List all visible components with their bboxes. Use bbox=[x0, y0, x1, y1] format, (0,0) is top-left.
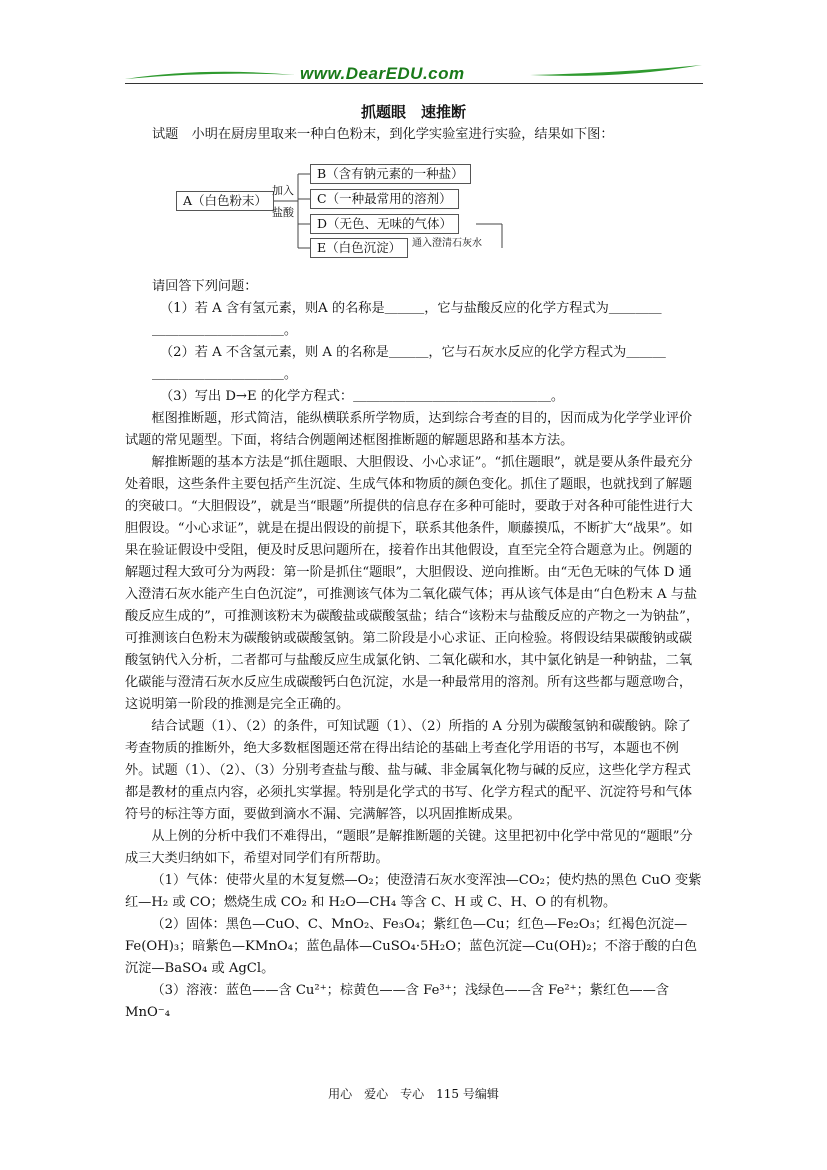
questions-lead: 请回答下列问题： bbox=[152, 279, 258, 294]
header-swoosh-left bbox=[125, 66, 295, 76]
limewater-label: 通入澄清石灰水 bbox=[412, 238, 482, 249]
list-item-gas: （1）气体：使带火星的木复复燃—O₂；使澄清石灰水变浑浊—CO₂；使灼热的黑色 CuO 变紫红—H₂ 或 CO；燃烧生成 CO₂ 和 H₂O—CH₄ 等含 C、H 或 C、H、O 的有机物。 bbox=[125, 873, 702, 910]
question-3: （3）写出 D→E 的化学方程式：＿＿＿＿＿＿＿＿＿＿＿＿＿＿＿。 bbox=[160, 389, 565, 404]
questions bbox=[152, 276, 712, 408]
article-body bbox=[125, 408, 703, 1024]
question-2-blank: ＿＿＿＿＿＿＿＿＿＿。 bbox=[152, 367, 298, 382]
paragraph: 结合试题（1）、（2）的条件，可知试题（1）、（2）所指的 A 分别为碳酸氢钠和碳酸钠。除了考查物质的推断外，绝大多数框图题还常在得出结论的基础上考查化学用语的书写，本题也不例外。试题（1）、（2）、（3）分别考查盐与酸、盐与碱、非金属氧化物与碱的反应，这些化学方程式都是教材的重点内容，必须扎实掌握。特别是化学式的书写、化学方程式的配平、沉淀符号和气体符号的标注等方面，要做到滴水不漏、完满解答，以巩固推断成果。 bbox=[125, 719, 693, 822]
list-item-solution: （3）溶液：蓝色——含 Cu²⁺；棕黄色——含 Fe³⁺；浅绿色——含 Fe²⁺；紫红色——含 MnO⁻₄ bbox=[125, 983, 669, 1020]
header-rule bbox=[125, 83, 703, 84]
list-item-solid: （2）固体：黑色—CuO、C、MnO₂、Fe₃O₄；紫红色—Cu；红色—Fe₂O₃；红褐色沉淀—Fe(OH)₃；暗紫色—KMnO₄；蓝色晶体—CuSO₄·5H₂O；蓝色沉淀—Cu(OH)₂；不溶于酸的白色沉淀—BaSO₄ 或 AgCl。 bbox=[125, 917, 698, 976]
node-a: A（白色粉末） bbox=[176, 191, 274, 211]
site-logo[interactable]: www.DearEDU.com bbox=[300, 64, 465, 83]
question-1-blank: ＿＿＿＿＿＿＿＿＿＿。 bbox=[152, 323, 298, 338]
node-c: C（一种最常用的溶剂） bbox=[310, 189, 459, 209]
reagent-label-bottom: 盐酸 bbox=[272, 206, 294, 219]
page-footer: 用心 爱心 专心 115 号编辑 bbox=[328, 1087, 499, 1101]
page-title: 抓题眼 速推断 bbox=[360, 103, 466, 121]
header-swoosh-right bbox=[530, 62, 702, 76]
node-e: E（白色沉淀） bbox=[310, 238, 408, 258]
node-b: B（含有钠元素的一种盐） bbox=[310, 164, 471, 184]
question-2: （2）若 A 不含氢元素，则 A 的名称是＿＿＿，它与石灰水反应的化学方程式为＿＿＿ bbox=[160, 345, 666, 360]
flow-diagram bbox=[176, 162, 526, 262]
paragraph: 框图推断题，形式简洁，能纵横联系所学物质，达到综合考查的目的，因而成为化学学业评价试题的常见题型。下面，将结合例题阐述框图推断题的解题思路和基本方法。 bbox=[125, 411, 693, 448]
paragraph: 从上例的分析中我们不难得出，“题眼”是解推断题的关键。这里把初中化学中常见的“题眼”分成三大类归纳如下，希望对同学们有所帮助。 bbox=[125, 829, 693, 866]
question-1: （1）若 A 含有氢元素，则A 的名称是＿＿＿，它与盐酸反应的化学方程式为＿＿＿＿ bbox=[160, 301, 662, 316]
intro-text: 试题 小明在厨房里取来一种白色粉末，到化学实验室进行实验，结果如下图： bbox=[152, 127, 614, 142]
reagent-label-top: 加入 bbox=[272, 184, 294, 197]
paragraph: 解推断题的基本方法是“抓住题眼、大胆假设、小心求证”。“抓住题眼”，就是要从条件最充分处着眼，这些条件主要包括产生沉淀、生成气体和物质的颜色变化。抓住了题眼，也就找到了解题的突破口。“大胆假设”，就是当“眼题”所提供的信息存在多种可能时，要敢于对各种可能性进行大胆假设。“小心求证”，就是在提出假设的前提下，联系其他条件，顺藤摸瓜，不断扩大“战果”。如果在验证假设中受阻，便及时反思问题所在，接着作出其他假设，直至完全符合题意为止。例题的解题过程大致可分为两段：第一阶是抓住“题眼”，大胆假设、逆向推断。由“无色无味的气体 D 通入澄清石灰水能产生白色沉淀”，可推测该气体为二氧化碳气体；再从该气体是由“白色粉末 A 与盐酸反应生成的”，可推测该粉末为碳酸盐或碳酸氢盐；结合“该粉末与盐酸反应的产物之一为钠盐”，可推测该白色粉末为碳酸钠或碳酸氢钠。第二阶段是小心求证、正向检验。将假设结果碳酸钠或碳酸氢钠代入分析，二者都可与盐酸反应生成氯化钠、二氧化碳和水，其中氯化钠是一种钠盐，二氧化碳能与澄清石灰水反应生成碳酸钙白色沉淀，水是一种最常用的溶剂。所有这些都与题意吻合，这说明第一阶段的推测是完全正确的。 bbox=[125, 455, 700, 712]
node-d: D（无色、无味的气体） bbox=[310, 214, 459, 234]
